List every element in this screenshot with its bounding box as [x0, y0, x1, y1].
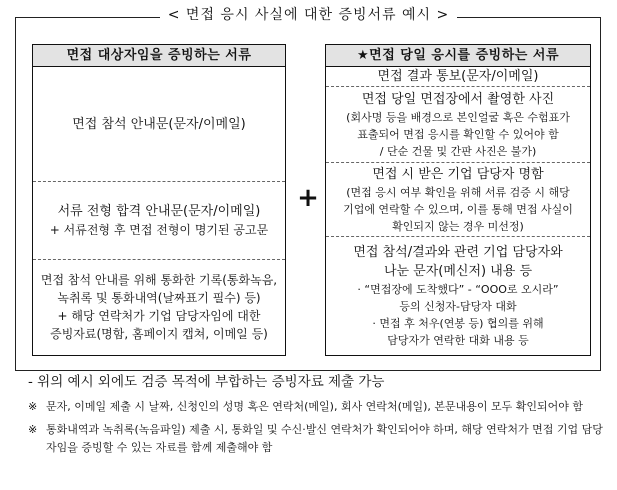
right-cell-3-main: 면접 시 받은 기업 담당자 명함: [372, 166, 544, 182]
left-cell-2-line-2: + 서류전형 후 면접 전형이 명기된 공고문: [49, 223, 269, 237]
right-cell-3-sub-1: (면접 응시 여부 확인을 위해 서류 검증 시 해당: [346, 185, 570, 199]
left-cell-2: [33, 182, 285, 260]
right-cell-4: [326, 237, 590, 354]
right-cell-4-sub-4: 담당자가 연락한 대화 내용 등: [387, 333, 529, 347]
left-cell-3-line-2: 녹취록 및 통화내역(날짜표기 필수) 등): [57, 291, 261, 305]
left-cell-1: [33, 67, 285, 182]
note-item-2-mark: ※: [28, 423, 38, 436]
right-cell-2-sub-3: / 단순 건물 및 간판 사진은 불가): [379, 144, 537, 158]
right-cell-1: [326, 67, 590, 87]
right-cell-4-main-2: 나눈 문자(메신저) 내용 등: [383, 263, 533, 279]
right-cell-4-main: 면접 참석/결과와 관련 기업 담당자와: [353, 244, 563, 260]
left-cell-3-line-4: 증빙자료(명함, 홈페이지 캡쳐, 이메일 등): [50, 327, 268, 341]
right-cell-2-sub-1: (회사명 등을 배경으로 본인얼굴 혹은 수험표가: [346, 110, 570, 124]
note-item-1-mark: ※: [28, 400, 38, 413]
page-title: [0, 5, 617, 25]
right-cell-2-main: 면접 당일 면접장에서 촬영한 사진: [361, 91, 555, 107]
right-cell-3-sub-3: 확인되지 않는 경우 미선정): [392, 219, 524, 233]
right-table-header: ★면접 당일 응시를 증빙하는 서류: [326, 45, 590, 67]
left-cell-3-line-3: + 해당 연락처가 기업 담당자임에 대한: [57, 309, 261, 323]
notes-section: [28, 372, 608, 457]
note-main: - 위의 예시 외에도 검증 목적에 부합하는 증빙자료 제출 가능: [28, 374, 385, 390]
right-cell-4-sub-1: · “면접장에 도착했다” - “OOO로 오시라”: [357, 282, 559, 296]
left-table-header: 면접 대상자임을 증빙하는 서류: [33, 45, 285, 67]
left-cell-3: [33, 260, 285, 354]
note-item-1: [28, 398, 608, 416]
right-cell-3: [326, 163, 590, 237]
title-text: < 면접 응시 사실에 대한 증빙서류 예시 >: [160, 7, 457, 23]
left-cell-1-line-1: 면접 참석 안내문(문자/이메일): [72, 116, 246, 132]
note-item-2: [28, 421, 608, 457]
plus-sign: +: [297, 183, 319, 213]
right-cell-1-main: 면접 결과 통보(문자/이메일): [377, 69, 539, 84]
right-cell-4-sub-3: · 면접 후 처우(연봉 등) 협의를 위해: [372, 316, 544, 330]
right-cell-3-sub-2: 기업에 연락할 수 있으며, 이를 통해 면접 사실이: [343, 202, 573, 216]
right-cell-2: [326, 87, 590, 163]
left-table: [32, 44, 286, 356]
right-cell-2-sub-2: 표출되어 면접 응시를 확인할 수 있어야 함: [357, 127, 559, 141]
left-cell-2-line-1: 서류 전형 합격 안내문(문자/이메일): [57, 204, 261, 219]
right-table: [325, 44, 591, 356]
right-cell-4-sub-2: 등의 신청자-담당자 대화: [399, 299, 517, 313]
note-item-1-text: 문자, 이메일 제출 시 날짜, 신청인의 성명 혹은 연락처(메일), 회사 연락처(메일), 본문내용이 모두 확인되어야 함: [46, 400, 584, 413]
note-item-2-text: 통화내역과 녹취록(녹음파일) 제출 시, 통화일 및 수신·발신 연락처가 확인되어야 하며, 해당 연락처가 면접 기업 담당자임을 증빙할 수 있는 자료를 함께 제출해야 함: [46, 423, 603, 454]
left-cell-3-line-1: 면접 참석 안내를 위해 통화한 기록(통화녹음,: [40, 273, 278, 287]
